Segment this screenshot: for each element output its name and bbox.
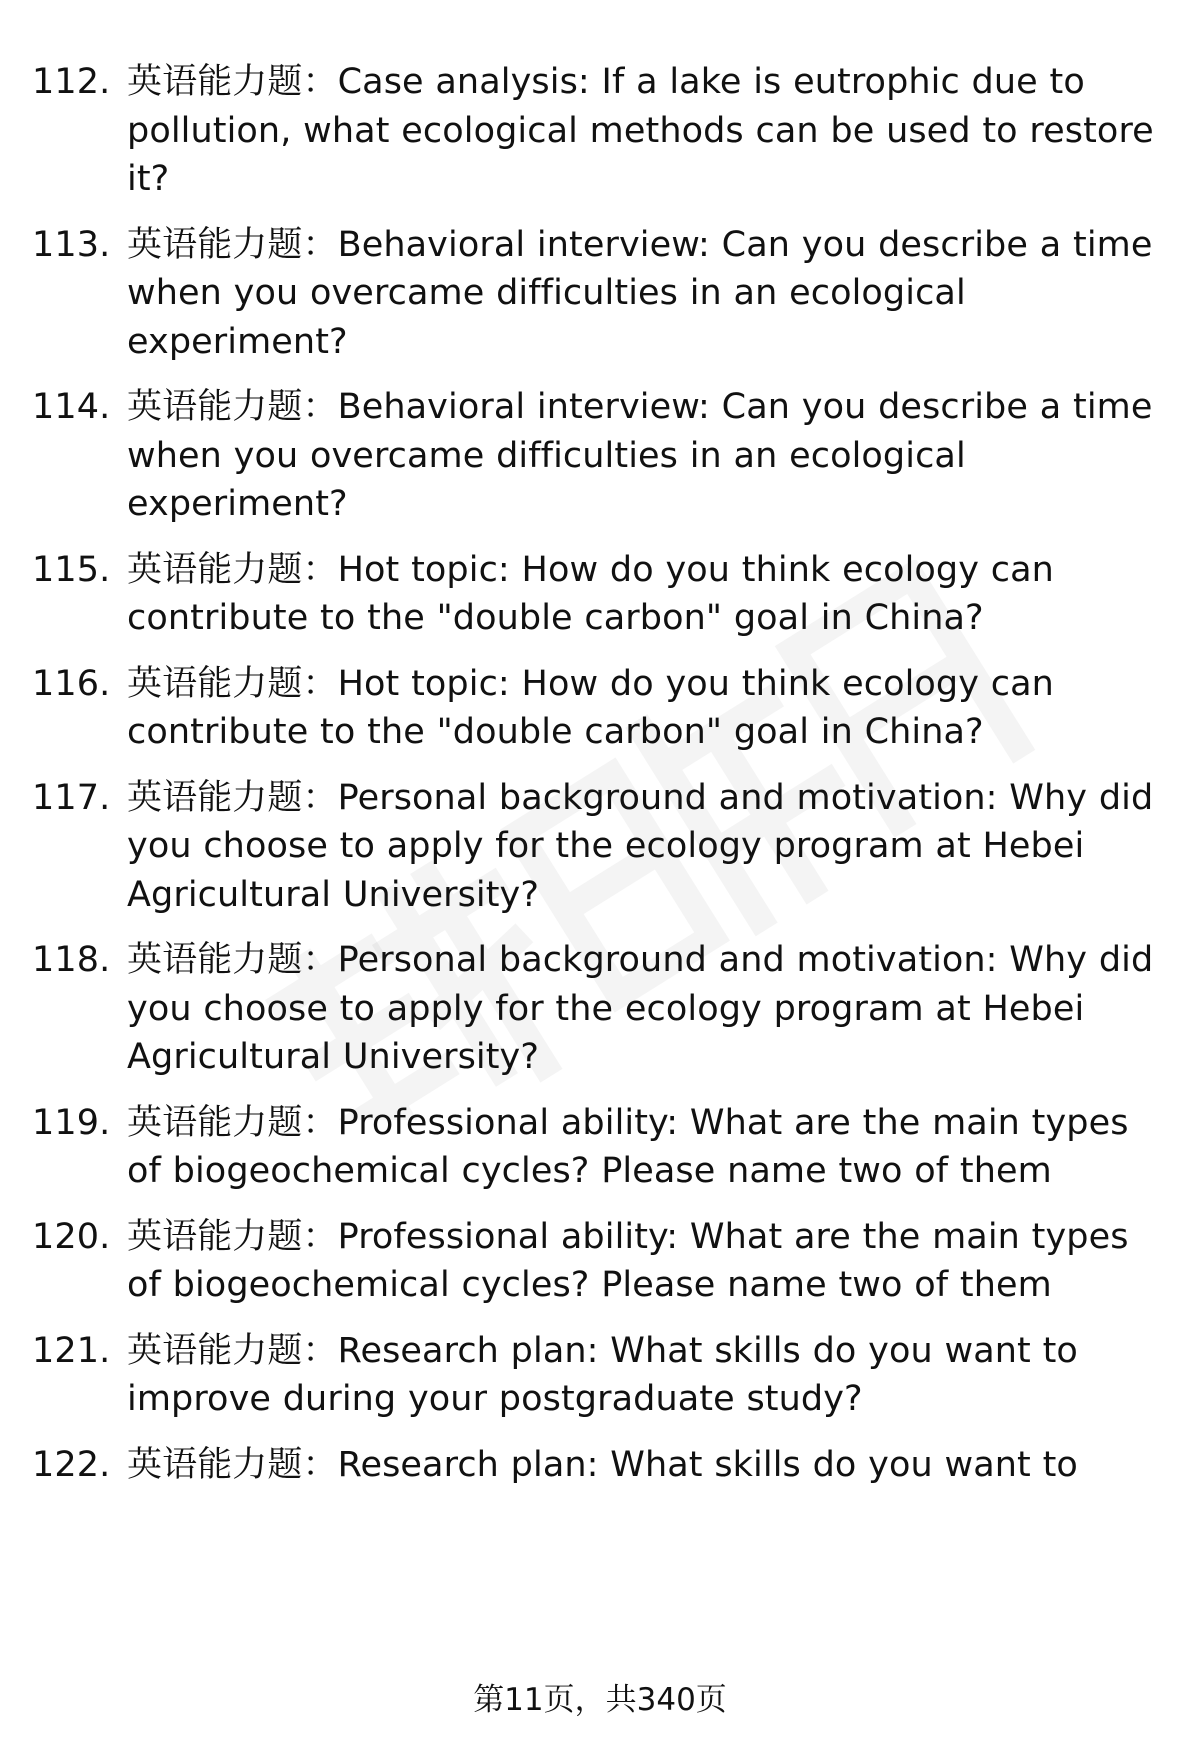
question-text: Behavioral interview: Can you describe a time when you overcame difficulties in an ecological experiment? bbox=[127, 224, 1153, 362]
question-number: 114. bbox=[32, 387, 111, 427]
question-body bbox=[127, 774, 1167, 920]
page-footer bbox=[0, 1680, 1200, 1720]
question-item bbox=[0, 546, 1200, 643]
question-list bbox=[0, 58, 1200, 1489]
question-category: 英语能力题： bbox=[127, 224, 338, 265]
question-text: Hot topic: How do you think ecology can contribute to the "double carbon" goal in China? bbox=[127, 663, 1054, 752]
question-body bbox=[127, 221, 1167, 367]
question-category: 英语能力题： bbox=[127, 387, 338, 427]
question-item bbox=[0, 221, 1200, 367]
question-text: Research plan: What skills do you want to bbox=[337, 1444, 1078, 1485]
question-item bbox=[0, 1441, 1200, 1490]
question-number: 120. bbox=[32, 1216, 111, 1257]
question-category: 英语能力题： bbox=[127, 1444, 338, 1485]
question-body bbox=[127, 936, 1167, 1082]
question-item bbox=[0, 1213, 1200, 1310]
question-item bbox=[0, 774, 1200, 920]
question-item bbox=[0, 660, 1200, 757]
question-text: Personal background and motivation: Why did you choose to apply for the ecology program at Hebei Agricultural University? bbox=[127, 777, 1154, 915]
question-category: 英语能力题： bbox=[127, 663, 338, 704]
question-number: 122. bbox=[32, 1444, 111, 1485]
page-number-label: 第11页，共340页 bbox=[473, 1682, 727, 1718]
question-text: Professional ability: What are the main types of biogeochemical cycles? Please name two of them bbox=[127, 1102, 1129, 1191]
question-number: 117. bbox=[32, 777, 111, 818]
question-text: Research plan: What skills do you want to improve during your postgraduate study? bbox=[127, 1330, 1078, 1419]
question-category: 英语能力题： bbox=[127, 549, 338, 590]
question-number: 113. bbox=[32, 224, 111, 265]
question-text: Case analysis: If a lake is eutrophic due to pollution, what ecological methods can be used to restore it? bbox=[127, 62, 1154, 199]
question-text: Personal background and motivation: Why did you choose to apply for the ecology program at Hebei Agricultural University? bbox=[127, 940, 1154, 1077]
question-number: 116. bbox=[32, 663, 111, 704]
question-number: 115. bbox=[32, 549, 111, 590]
question-category: 英语能力题： bbox=[127, 62, 338, 102]
question-category: 英语能力题： bbox=[127, 1102, 338, 1143]
question-item bbox=[0, 58, 1200, 204]
question-text: Behavioral interview: Can you describe a time when you overcame difficulties in an ecological experiment? bbox=[127, 387, 1153, 524]
question-text: Professional ability: What are the main types of biogeochemical cycles? Please name two of them bbox=[127, 1216, 1129, 1305]
question-item bbox=[0, 383, 1200, 529]
question-body bbox=[127, 58, 1167, 204]
question-body bbox=[127, 660, 1167, 757]
question-body bbox=[127, 1213, 1167, 1310]
question-number: 121. bbox=[32, 1330, 111, 1371]
question-body bbox=[127, 383, 1167, 529]
question-body bbox=[127, 1099, 1167, 1196]
question-body bbox=[127, 1327, 1167, 1424]
question-text: Hot topic: How do you think ecology can contribute to the "double carbon" goal in China? bbox=[127, 549, 1054, 638]
question-item bbox=[0, 1327, 1200, 1424]
question-category: 英语能力题： bbox=[127, 777, 338, 818]
question-number: 119. bbox=[32, 1102, 111, 1143]
question-category: 英语能力题： bbox=[127, 1216, 338, 1257]
question-body bbox=[127, 546, 1167, 643]
question-body bbox=[127, 1441, 1167, 1490]
question-number: 112. bbox=[32, 62, 111, 102]
question-category: 英语能力题： bbox=[127, 1330, 338, 1371]
question-number: 118. bbox=[32, 940, 111, 980]
question-item bbox=[0, 1099, 1200, 1196]
question-category: 英语能力题： bbox=[127, 940, 338, 980]
question-item bbox=[0, 936, 1200, 1082]
